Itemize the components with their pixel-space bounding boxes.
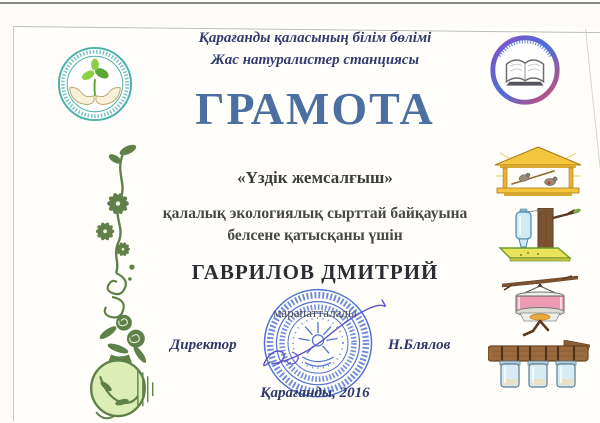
hanging-feeder-illustration: [502, 275, 578, 337]
signer-role: Директор: [170, 337, 237, 353]
award-name: «Үздік жемсалғыш»: [237, 168, 393, 187]
education-book-logo-icon: [486, 31, 564, 109]
award-reason-line-1: қалалық экологиялық сырттай байқауына: [162, 205, 468, 222]
org-line-2: Жас натуралистер станциясы: [211, 52, 419, 68]
bottle-feeder-illustration: [494, 208, 582, 266]
floral-ornament-icon: [66, 142, 166, 422]
award-verb: марапатталады: [273, 305, 357, 320]
award-reason-line-2: белсене қатысқаны үшін: [227, 227, 403, 244]
paper-edge-left: [13, 27, 14, 421]
gazebo-feeder-illustration: [492, 146, 584, 202]
log-jars-feeder-illustration: [488, 340, 590, 390]
young-naturalists-logo-icon: [56, 45, 134, 123]
scanner-edge-line: [0, 2, 600, 4]
signature-icon: [252, 292, 422, 372]
certificate-title: ГРАМОТА: [195, 83, 435, 134]
city-year-footer: Қарағанды, 2016: [260, 385, 370, 401]
signer-name: Н.Блялов: [388, 337, 451, 353]
recipient-name: ГАВРИЛОВ ДМИТРИЙ: [191, 260, 439, 284]
org-line-1: Қарағанды қаласының білім бөлімі: [198, 30, 432, 46]
